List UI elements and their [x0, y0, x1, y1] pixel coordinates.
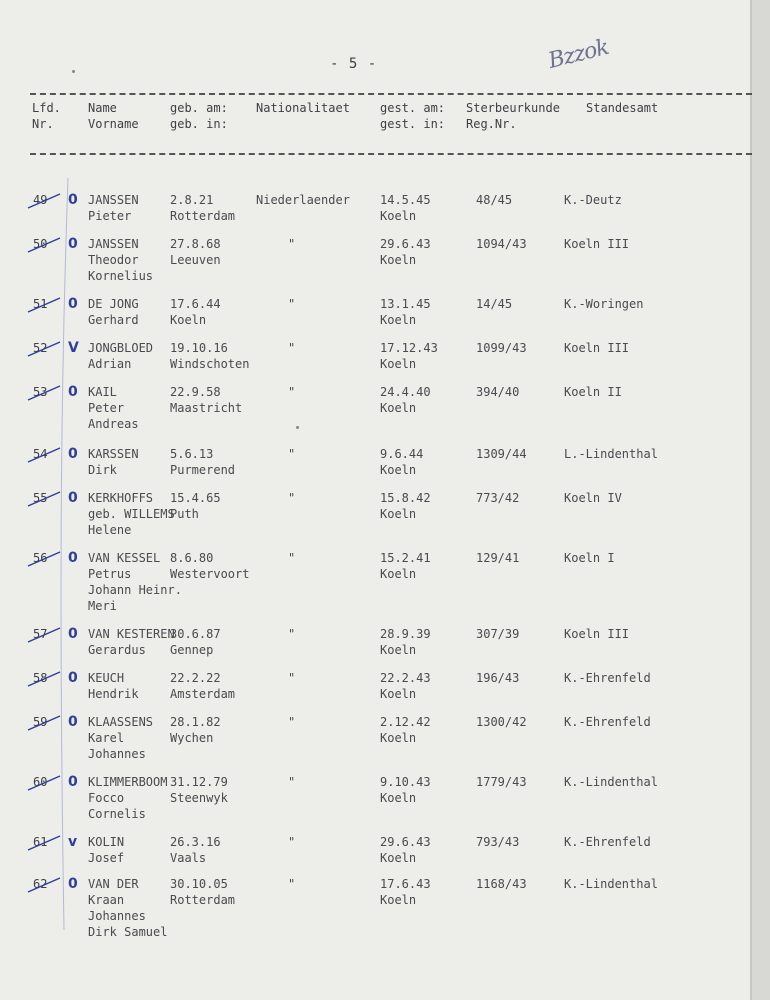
person-name-line: Theodor — [88, 253, 139, 267]
nationality: " — [288, 385, 296, 399]
person-name-line: Johannes — [88, 909, 146, 923]
death-info-line: Koeln — [380, 893, 417, 907]
record-number: 62 — [33, 877, 48, 891]
birth-info — [170, 236, 221, 268]
header-rule-top — [30, 93, 752, 95]
nationality: " — [288, 551, 296, 565]
registry-office: K.-Ehrenfeld — [564, 671, 651, 685]
checkmark-annotation: 0 — [68, 296, 78, 312]
birth-info-line: 22.2.22 — [170, 671, 221, 685]
person-name-line: KLAASSENS — [88, 715, 154, 729]
death-info-line: 15.8.42 — [380, 491, 431, 505]
birth-info-line: 27.8.68 — [170, 237, 221, 251]
death-info-line: 28.9.39 — [380, 627, 431, 641]
death-info — [380, 384, 431, 416]
birth-info-line: 2.8.21 — [170, 193, 214, 207]
birth-info-line: 15.4.65 — [170, 491, 221, 505]
death-info — [380, 236, 431, 268]
register-number: 48/45 — [476, 193, 513, 207]
birth-info — [170, 340, 249, 372]
death-info-line: Koeln — [380, 731, 417, 745]
nationality: " — [288, 835, 296, 849]
person-name — [88, 876, 167, 940]
person-name-line: VAN KESSEL — [88, 551, 161, 565]
birth-info-line: Koeln — [170, 313, 207, 327]
person-name-line: Peter — [88, 401, 125, 415]
death-info-line: Koeln — [380, 507, 417, 521]
checkmark-annotation: 0 — [68, 626, 78, 642]
birth-info-line: 5.6.13 — [170, 447, 214, 461]
person-name — [88, 714, 153, 762]
record-number: 61 — [33, 835, 48, 849]
person-name-line: JONGBLOED — [88, 341, 154, 355]
nationality: " — [288, 491, 296, 505]
person-name-line: Andreas — [88, 417, 139, 431]
birth-info — [170, 774, 228, 806]
record-number: 60 — [33, 775, 48, 789]
record-number: 58 — [33, 671, 48, 685]
registry-office: Koeln II — [564, 385, 622, 399]
header-lfd-nr: Lfd. Nr. — [32, 101, 61, 131]
person-name — [88, 550, 182, 614]
header-born: geb. am: geb. in: — [170, 101, 228, 131]
header-rule-bottom — [30, 153, 752, 155]
birth-info — [170, 714, 221, 746]
death-info-line: 17.12.43 — [380, 341, 438, 355]
death-info — [380, 714, 431, 746]
registry-office: K.-Woringen — [564, 297, 644, 311]
death-info — [380, 670, 431, 702]
checkmark-annotation: v — [68, 834, 78, 850]
record-number: 52 — [33, 341, 48, 355]
birth-info — [170, 550, 249, 582]
person-name-line: KEUCH — [88, 671, 125, 685]
birth-info-line: 17.6.44 — [170, 297, 221, 311]
header-death-certificate: Sterbeurkunde Reg.Nr. — [466, 101, 560, 131]
person-name-line: Petrus — [88, 567, 132, 581]
death-info — [380, 834, 431, 866]
birth-info — [170, 384, 242, 416]
register-number: 196/43 — [476, 671, 520, 685]
record-number: 54 — [33, 447, 48, 461]
checkmark-annotation: 0 — [68, 490, 78, 506]
person-name-line: DE JONG — [88, 297, 139, 311]
death-info-line: 29.6.43 — [380, 237, 431, 251]
person-name — [88, 490, 175, 538]
person-name — [88, 774, 167, 822]
checkmark-annotation: 0 — [68, 236, 78, 252]
register-number: 1300/42 — [476, 715, 527, 729]
person-name-line: Hendrik — [88, 687, 139, 701]
register-number: 1099/43 — [476, 341, 527, 355]
death-info — [380, 446, 423, 478]
registry-office: K.-Deutz — [564, 193, 622, 207]
death-info-line: Koeln — [380, 209, 417, 223]
nationality: " — [288, 671, 296, 685]
register-number: 307/39 — [476, 627, 520, 641]
death-info — [380, 626, 431, 658]
death-info — [380, 192, 431, 224]
person-name-line: Karel — [88, 731, 125, 745]
register-number: 793/43 — [476, 835, 520, 849]
nationality: " — [288, 775, 296, 789]
death-info — [380, 340, 438, 372]
birth-info-line: 30.6.87 — [170, 627, 221, 641]
death-info — [380, 774, 431, 806]
nationality: " — [288, 877, 296, 891]
register-number: 1094/43 — [476, 237, 527, 251]
person-name-line: VAN DER — [88, 877, 139, 891]
record-number: 56 — [33, 551, 48, 565]
checkmark-annotation: 0 — [68, 446, 78, 462]
birth-info-line: Amsterdam — [170, 687, 236, 701]
death-info-line: Koeln — [380, 791, 417, 805]
birth-info — [170, 876, 235, 908]
person-name-line: KOLIN — [88, 835, 125, 849]
registry-office: K.-Lindenthal — [564, 877, 658, 891]
person-name-line: Gerhard — [88, 313, 139, 327]
person-name — [88, 834, 124, 866]
registry-office: L.-Lindenthal — [564, 447, 658, 461]
record-number: 53 — [33, 385, 48, 399]
checkmark-annotation: 0 — [68, 714, 78, 730]
death-info-line: Koeln — [380, 643, 417, 657]
birth-info-line: 26.3.16 — [170, 835, 221, 849]
register-number: 1168/43 — [476, 877, 527, 891]
register-number: 1309/44 — [476, 447, 527, 461]
birth-info-line: 19.10.16 — [170, 341, 228, 355]
person-name-line: VAN KESTEREN — [88, 627, 175, 641]
birth-info-line: Westervoort — [170, 567, 250, 581]
checkmark-annotation: 0 — [68, 670, 78, 686]
person-name-line: Cornelis — [88, 807, 146, 821]
death-info-line: Koeln — [380, 463, 417, 477]
registry-office: K.-Ehrenfeld — [564, 715, 651, 729]
header-nationality: Nationalitaet — [256, 101, 350, 115]
birth-info-line: Steenwyk — [170, 791, 228, 805]
person-name — [88, 670, 139, 702]
person-name-line: Josef — [88, 851, 125, 865]
birth-info-line: 8.6.80 — [170, 551, 214, 565]
birth-info — [170, 626, 221, 658]
person-name — [88, 340, 153, 372]
person-name-line: JANSSEN — [88, 237, 139, 251]
person-name — [88, 446, 139, 478]
birth-info-line: Maastricht — [170, 401, 243, 415]
nationality: " — [288, 715, 296, 729]
record-number: 57 — [33, 627, 48, 641]
register-number: 1779/43 — [476, 775, 527, 789]
registry-office: Koeln I — [564, 551, 615, 565]
record-number: 59 — [33, 715, 48, 729]
person-name-line: geb. WILLEMS — [88, 507, 175, 521]
page-edge — [750, 0, 752, 1000]
death-info-line: 17.6.43 — [380, 877, 431, 891]
death-info-line: 13.1.45 — [380, 297, 431, 311]
registry-office: Koeln III — [564, 627, 630, 641]
handwritten-annotation: Bzzok — [545, 35, 612, 74]
person-name-line: Adrian — [88, 357, 132, 371]
birth-info-line: Wychen — [170, 731, 214, 745]
birth-info — [170, 490, 221, 522]
nationality: " — [288, 297, 296, 311]
death-info-line: Koeln — [380, 313, 417, 327]
death-info — [380, 876, 431, 908]
page-number: - 5 - — [330, 56, 378, 72]
checkmark-annotation: 0 — [68, 192, 78, 208]
death-info-line: Koeln — [380, 253, 417, 267]
record-number: 55 — [33, 491, 48, 505]
nationality: " — [288, 237, 296, 251]
person-name-line: Focco — [88, 791, 125, 805]
register-number: 14/45 — [476, 297, 513, 311]
birth-info-line: 28.1.82 — [170, 715, 221, 729]
birth-info-line: Rotterdam — [170, 893, 236, 907]
person-name-line: KERKHOFFS — [88, 491, 154, 505]
person-name-line: Johann Heinr. — [88, 583, 182, 597]
person-name-line: KARSSEN — [88, 447, 139, 461]
header-died: gest. am: gest. in: — [380, 101, 446, 131]
checkmark-annotation: 0 — [68, 876, 78, 892]
person-name-line: Meri — [88, 599, 117, 613]
birth-info-line: Purmerend — [170, 463, 236, 477]
death-info-line: Koeln — [380, 567, 417, 581]
person-name-line: KAIL — [88, 385, 117, 399]
registry-office: Koeln III — [564, 237, 630, 251]
birth-info-line: Leeuven — [170, 253, 221, 267]
person-name — [88, 192, 139, 224]
death-info — [380, 296, 431, 328]
birth-info-line: 30.10.05 — [170, 877, 228, 891]
checkmark-annotation: 0 — [68, 774, 78, 790]
person-name-line: JANSSEN — [88, 193, 139, 207]
death-info-line: 24.4.40 — [380, 385, 431, 399]
person-name-line: Helene — [88, 523, 132, 537]
person-name-line: Johannes — [88, 747, 146, 761]
person-name-line: Gerardus — [88, 643, 146, 657]
person-name-line: Dirk — [88, 463, 117, 477]
birth-info-line: Puth — [170, 507, 199, 521]
death-info-line: 9.10.43 — [380, 775, 431, 789]
record-number: 50 — [33, 237, 48, 251]
header-name: Name Vorname — [88, 101, 139, 131]
registry-office: K.-Ehrenfeld — [564, 835, 651, 849]
checkmark-annotation: 0 — [68, 550, 78, 566]
death-info — [380, 550, 431, 582]
death-info-line: Koeln — [380, 401, 417, 415]
header-registry-office: Standesamt — [586, 101, 659, 115]
register-number: 394/40 — [476, 385, 520, 399]
paper-speck — [296, 426, 299, 429]
death-info-line: 15.2.41 — [380, 551, 431, 565]
death-info-line: Koeln — [380, 357, 417, 371]
record-number: 51 — [33, 297, 48, 311]
person-name — [88, 626, 175, 658]
person-name — [88, 236, 153, 284]
death-info-line: 22.2.43 — [380, 671, 431, 685]
nationality: " — [288, 341, 296, 355]
birth-info — [170, 446, 235, 478]
birth-info-line: Gennep — [170, 643, 214, 657]
birth-info — [170, 192, 235, 224]
birth-info-line: 22.9.58 — [170, 385, 221, 399]
birth-info — [170, 834, 221, 866]
death-info-line: 29.6.43 — [380, 835, 431, 849]
nationality: Niederlaender — [256, 193, 350, 207]
registry-office: Koeln IV — [564, 491, 622, 505]
person-name — [88, 384, 139, 432]
birth-info — [170, 670, 235, 702]
person-name-line: Kraan — [88, 893, 125, 907]
record-number: 49 — [33, 193, 48, 207]
birth-info-line: 31.12.79 — [170, 775, 228, 789]
register-number: 129/41 — [476, 551, 520, 565]
nationality: " — [288, 627, 296, 641]
registry-office: Koeln III — [564, 341, 630, 355]
paper-speck — [72, 70, 75, 73]
birth-info-line: Vaals — [170, 851, 207, 865]
death-info — [380, 490, 431, 522]
death-info-line: Koeln — [380, 687, 417, 701]
birth-info — [170, 296, 221, 328]
birth-info-line: Windschoten — [170, 357, 250, 371]
nationality: " — [288, 447, 296, 461]
person-name-line: Kornelius — [88, 269, 154, 283]
death-info-line: 14.5.45 — [380, 193, 431, 207]
death-info-line: Koeln — [380, 851, 417, 865]
registry-office: K.-Lindenthal — [564, 775, 658, 789]
person-name-line: KLIMMERBOOM — [88, 775, 168, 789]
person-name-line: Dirk Samuel — [88, 925, 168, 939]
death-info-line: 9.6.44 — [380, 447, 424, 461]
register-number: 773/42 — [476, 491, 520, 505]
birth-info-line: Rotterdam — [170, 209, 236, 223]
checkmark-annotation: V — [68, 340, 79, 356]
checkmark-annotation: 0 — [68, 384, 78, 400]
death-info-line: 2.12.42 — [380, 715, 431, 729]
person-name-line: Pieter — [88, 209, 132, 223]
person-name — [88, 296, 139, 328]
